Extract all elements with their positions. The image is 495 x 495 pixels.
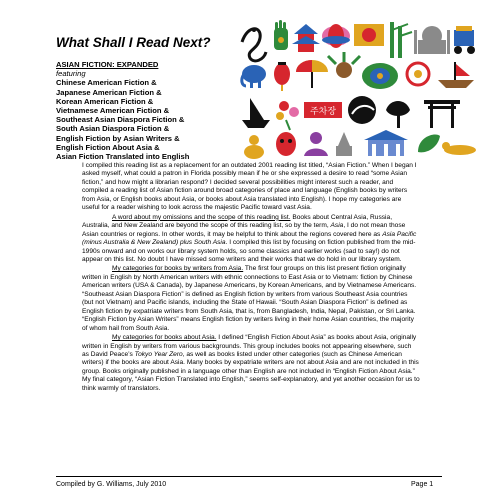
category-item: English Fiction About Asia & bbox=[56, 142, 160, 152]
boat-icon bbox=[438, 62, 474, 88]
footer-credit: Compiled by G. Williams, July 2010 bbox=[56, 481, 167, 488]
category-item: South Asian Diaspora Fiction & bbox=[56, 124, 170, 134]
bamboo-icon bbox=[390, 22, 412, 58]
ornament-icon bbox=[407, 63, 429, 85]
writers-categories-paragraph: My categories for books by writers from Asia. The first four groups on this list present fiction originally written in English by North American writers with ethnic connections to East Asia or to Vietnam: fiction by Chinese American writers (USA & Canada), by Japanese Americans, by Korean Americans, and by Vietnamese Americans. “Southeast Asian Diaspora Fiction” is defined as English fiction by writers from various Southeast Asia countries (but not Vietnam) and Pacific islands, including the State of Hawaii. “South Asian Diaspora Fiction” is defined as English fiction by expatriate writers from South Asia, that is, from Bangladesh, India, Nepal, Pakistan, or Sri Lanka. “English Fiction by Asian Writers” means English fiction by writers living in their home Asian countries, the majority of whom hail from South Asia. bbox=[82, 265, 417, 332]
intro-paragraph: I compiled this reading list as a replacement for an outdated 2001 reading list titled, “Asian Fiction.” When I began I asked myself, what could a patron in Florida possibly mean if he or she expressed a desire to read “some Asian fiction,” and how might a librarian respond? I decided several possibilities might interest such a reader, and compiled a reading list of Asian fiction around broad categories of place and language (English books by writers from Asia, or English books about Asia, or books about Asia translated into English). I hope my categories are useful for a reader wishing to look across the majestic Pacific toward vast Asia. bbox=[82, 162, 417, 212]
junk-ship-icon bbox=[242, 98, 270, 128]
leaf-icon bbox=[418, 135, 440, 153]
category-item: Asian Fiction Translated into English bbox=[56, 152, 190, 162]
flowers-icon bbox=[276, 101, 299, 130]
korean-sign-text: 주차장 bbox=[309, 107, 337, 117]
stupa-icon bbox=[336, 132, 352, 156]
category-list bbox=[56, 78, 236, 161]
elephant-icon bbox=[242, 65, 266, 88]
sun-flag-icon bbox=[354, 24, 384, 46]
scope-heading: A word about my omissions and the scope of this reading list. bbox=[112, 213, 291, 221]
about-asia-paragraph: My categories for books about Asia. I defined “English Fiction About Asia” as books about Asia, originally written in English by writers from various backgrounds. This group includes books not appearing elsewhere, such as David Peace’s Tokyo Year Zero, as well as books listed under other categories (such as Chinese American writers) if the books are about Asia. Many books by expatriate writers are not about Asia and are not included in this group. Books originally published in a language other than English are not included in “English Fiction About Asia.” My final category, “Asian Fiction Translated into English,” seems self-explanatory, and yet another occasion for us to think warmly of translators. bbox=[82, 334, 420, 392]
category-item: Vietnamese American Fiction & bbox=[56, 106, 170, 116]
category-item: Chinese American Fiction & bbox=[56, 78, 157, 88]
writers-heading: My categories for books by writers from Asia. bbox=[112, 265, 244, 273]
dragon-icon bbox=[242, 28, 266, 61]
footer-divider bbox=[56, 476, 442, 477]
pagoda-icon bbox=[292, 24, 320, 52]
scope-paragraph: A word about my omissions and the scope of this reading list. Books about Central Asia, Russia, Australia, and New Zealand are beyond the scope of this reading list, so by the term, Asia, I do not mean those Asian countries or regions. In other words, it may be helpful to think about the regions covered here as Asia Pacific (minus Australia & New Zealand) plus South Asia. I compiled this list by focusing on fiction published from the mid-1990s onward and on works our library system holds, so some classics and earlier works (sad to say!) do not appear on this list. No doubt I have missed some writers and their works that we do hold in our library system. bbox=[82, 213, 417, 263]
category-item: Southeast Asian Diaspora Fiction & bbox=[56, 115, 185, 125]
category-item: English Fiction by Asian Writers & bbox=[56, 133, 180, 143]
crane-icon bbox=[348, 96, 376, 124]
featuring-label: featuring bbox=[56, 69, 86, 79]
coconut-icon bbox=[328, 52, 360, 78]
hand-icon bbox=[274, 20, 288, 50]
umbrella-icon bbox=[296, 60, 328, 88]
bust-icon bbox=[304, 132, 328, 156]
lantern-icon bbox=[274, 62, 290, 91]
sleeping-buddha-icon bbox=[442, 142, 476, 155]
torii-icon bbox=[424, 100, 460, 128]
sub-heading: ASIAN FICTION: EXPANDED bbox=[56, 60, 159, 69]
category-item: Japanese American Fiction & bbox=[56, 87, 162, 97]
buddha-icon bbox=[244, 135, 264, 159]
page-title: What Shall I Read Next? bbox=[56, 35, 211, 50]
body-text bbox=[82, 162, 420, 394]
category-item: Korean American Fiction & bbox=[56, 96, 154, 106]
taj-mahal-icon bbox=[414, 26, 450, 54]
about-asia-heading: My categories for books about Asia. bbox=[112, 334, 217, 342]
mask-icon bbox=[276, 132, 296, 156]
subtitle-block bbox=[56, 60, 236, 161]
asia-clipart-collage bbox=[240, 20, 478, 160]
page-number: Page 1 bbox=[411, 481, 434, 488]
lotus-icon bbox=[322, 24, 350, 48]
korean-sign-icon bbox=[304, 102, 342, 118]
temple-icon bbox=[364, 130, 408, 156]
rickshaw-icon bbox=[454, 26, 475, 54]
peacock-icon bbox=[362, 63, 398, 89]
tree-icon bbox=[386, 101, 410, 128]
